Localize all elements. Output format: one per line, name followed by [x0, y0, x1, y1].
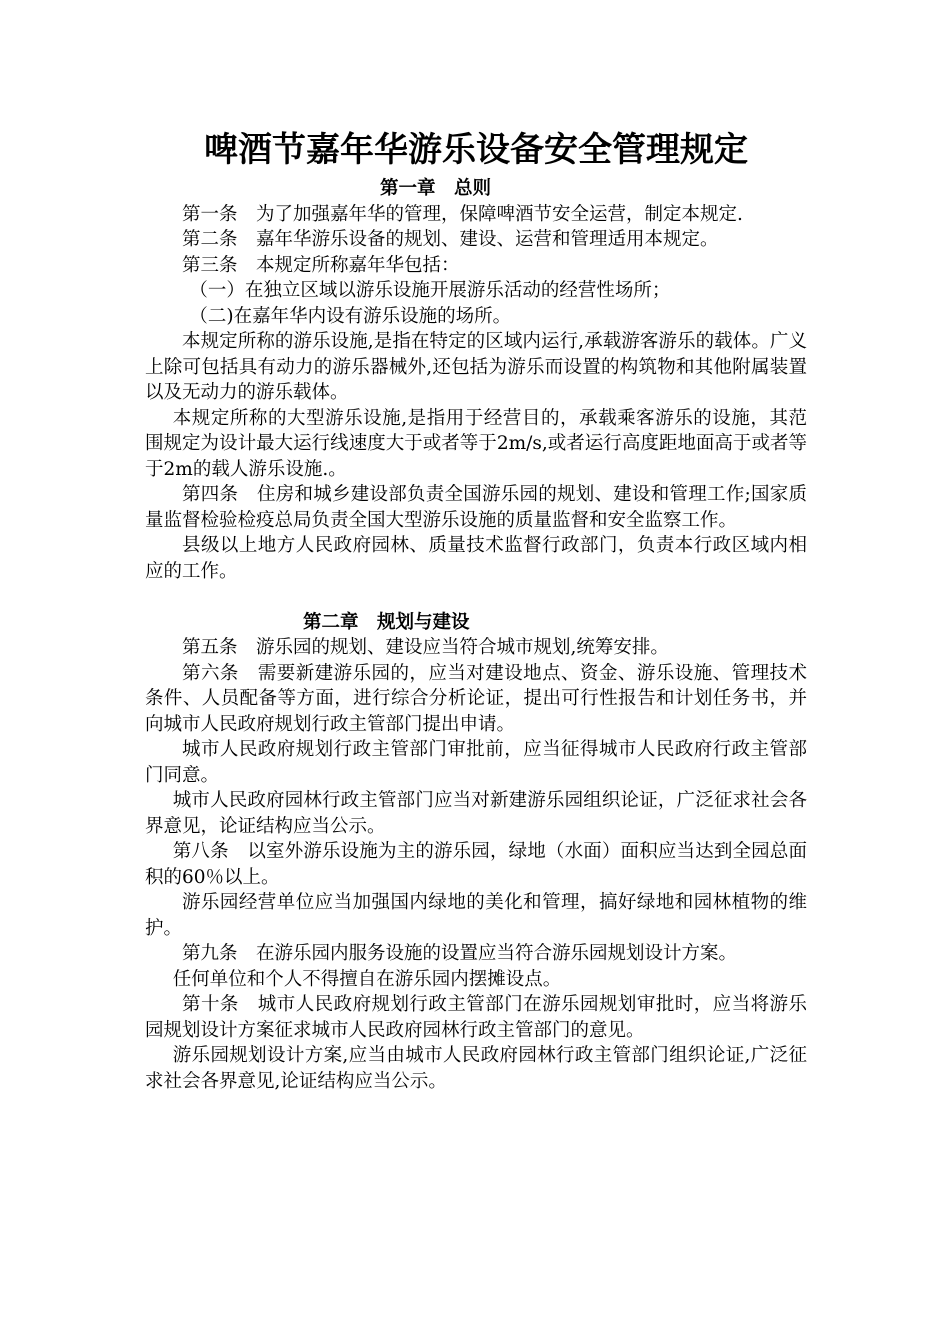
article-6: 第六条 需要新建游乐园的，应当对建设地点、资金、游乐设施、管理技术条件、人员配备等方面，进行综合分析论证，提出可行性报告和计划任务书，并向城市人民政府规划行政主管部门提出申请。	[145, 662, 807, 735]
document-page	[145, 128, 807, 1094]
article-3: 第三条 本规定所称嘉年华包括：	[182, 254, 460, 276]
paragraph-park-demonstration: 城市人民政府园林行政主管部门应当对新建游乐园组织论证，广泛征求社会各界意见，论证结构应当公示。	[145, 790, 807, 837]
paragraph-no-stalls: 任何单位和个人不得擅自在游乐园内摆摊设点。	[172, 968, 562, 990]
chapter-heading-1: 第一章 总则	[380, 178, 492, 199]
document-title: 啤酒节嘉年华游乐设备安全管理规定	[204, 130, 748, 170]
article-3-item-1: （一）在独立区域以游乐设施开展游乐活动的经营性场所；	[189, 280, 671, 301]
chapter-heading-2: 第二章 规划与建设	[303, 611, 470, 633]
article-3-item-2: （二)在嘉年华内设有游乐设施的场所。	[189, 305, 512, 327]
paragraph-greenery-management: 游乐园经营单位应当加强国内绿地的美化和管理，搞好绿地和园林植物的维护。	[145, 892, 807, 939]
article-4: 第四条 住房和城乡建设部负责全国游乐园的规划、建设和管理工作;国家质量监督检验检疫总局负责全国大型游乐设施的质量监督和安全监察工作。	[145, 484, 807, 531]
paragraph-local-government-duties: 县级以上地方人民政府园林、质量技术监督行政部门，负责本行政区域内相应的工作。	[145, 535, 807, 582]
article-5: 第五条 游乐园的规划、建设应当符合城市规划,统筹安排。	[182, 637, 669, 658]
article-10: 第十条 城市人民政府规划行政主管部门在游乐园规划审批时，应当将游乐园规划设计方案征求城市人民政府园林行政主管部门的意见。	[145, 994, 807, 1041]
article-8: 第八条 以室外游乐设施为主的游乐园，绿地（水面）面积应当达到全园总面积的60％以上。	[145, 841, 807, 888]
paragraph-approval-consent: 城市人民政府规划行政主管部门审批前，应当征得城市人民政府行政主管部门同意。	[145, 739, 807, 786]
article-9: 第九条 在游乐园内服务设施的设置应当符合游乐园规划设计方案。	[182, 943, 738, 964]
article-2: 第二条 嘉年华游乐设备的规划、建设、运营和管理适用本规定。	[182, 229, 719, 250]
paragraph-amusement-facility-definition: 本规定所称的游乐设施,是指在特定的区域内运行,承载游客游乐的载体。广义上除可包括具有动力的游乐器械外,还包括为游乐而设置的构筑物和其他附属装置以及无动力的游乐载体。	[145, 331, 807, 403]
paragraph-large-facility-definition: 本规定所称的大型游乐设施,是指用于经营目的，承载乘客游乐的设施，其范围规定为设计最大运行线速度大于或者等于2m/s,或者运行高度距地面高于或者等于2m的载人游乐设施.。	[145, 407, 807, 480]
article-1: 第一条 为了加强嘉年华的管理，保障啤酒节安全运营，制定本规定.	[182, 203, 743, 225]
paragraph-design-plan-review: 游乐园规划设计方案,应当由城市人民政府园林行政主管部门组织论证,广泛征求社会各界意见,论证结构应当公示。	[145, 1045, 807, 1092]
